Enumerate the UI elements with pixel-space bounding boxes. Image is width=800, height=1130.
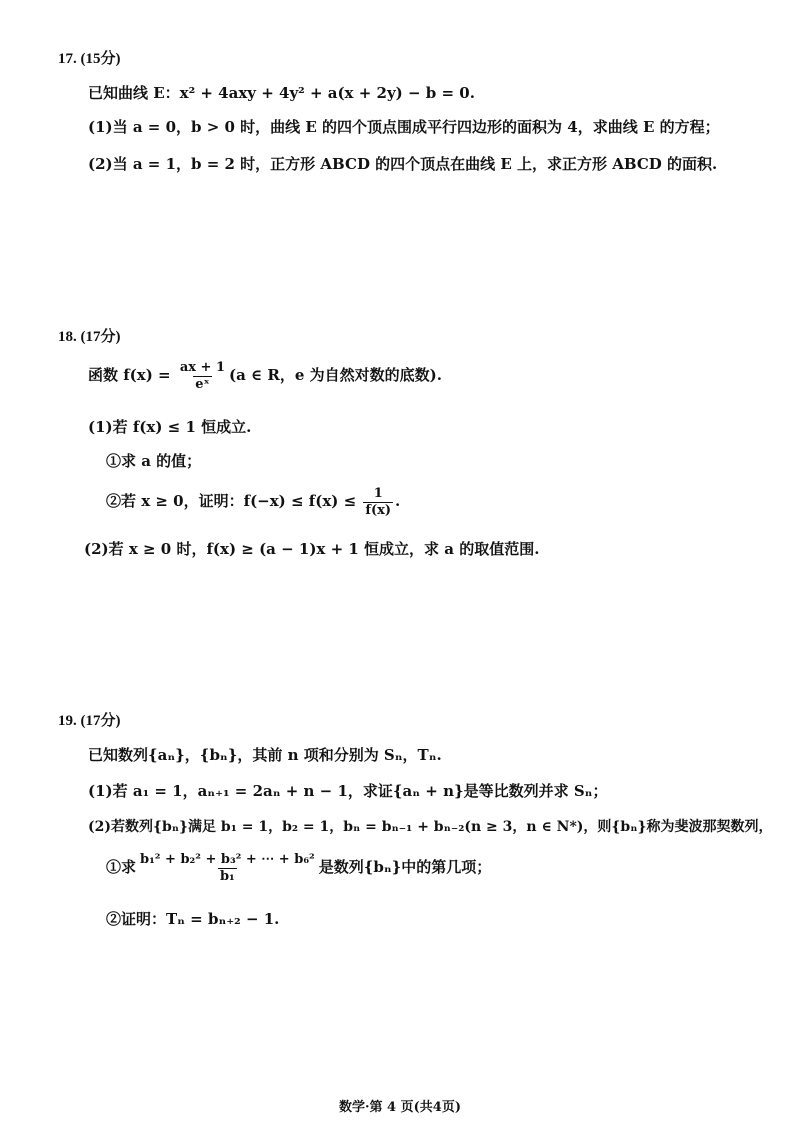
q19-part2-a-prefix: ①求 bbox=[106, 858, 137, 877]
q17-part1: (1)当 a = 0，b > 0 时，曲线 E 的四个顶点围成平行四边形的面积为 4，求曲线 E 的方程； bbox=[88, 118, 720, 136]
q18-intro-fraction-denominator: eˣ bbox=[195, 376, 210, 392]
q18-intro bbox=[88, 360, 442, 392]
q18-header: 18. (17分) bbox=[58, 329, 121, 345]
q19-part2: (2)若数列{bₙ}满足 b₁ = 1，b₂ = 1，bₙ = bₙ₋₁ + bₙ₋₂(n ≥ 3，n ∈ N*)，则{bₙ}称为斐波那契数列， bbox=[88, 819, 773, 835]
q18-part1-b bbox=[106, 486, 400, 518]
q18-part1-b-prefix: ②若 x ≥ 0，证明：f(−x) ≤ f(x) ≤ bbox=[106, 492, 362, 511]
q18-part1-b-suffix: . bbox=[395, 492, 401, 511]
q19-header: 19. (17分) bbox=[58, 713, 121, 729]
q18-part1-b-fraction-numerator: 1 bbox=[373, 486, 383, 501]
q17-header: 17. (15分) bbox=[58, 51, 121, 67]
q18-intro-suffix: (a ∈ R，e 为自然对数的底数). bbox=[229, 366, 442, 385]
page-footer: 数学·第 4 页(共4页) bbox=[339, 1100, 461, 1115]
q18-intro-fraction bbox=[178, 360, 227, 392]
q18-intro-prefix: 函数 f(x) = bbox=[88, 366, 176, 385]
q18-part1-a: ①求 a 的值； bbox=[106, 452, 202, 470]
q17-part2: (2)当 a = 1，b = 2 时，正方形 ABCD 的四个顶点在曲线 E 上，求正方形 ABCD 的面积. bbox=[88, 155, 718, 173]
q18-intro-fraction-numerator: ax + 1 bbox=[179, 360, 225, 375]
q19-part2-a-fraction bbox=[138, 852, 317, 884]
q17-intro: 已知曲线 E：x² + 4axy + 4y² + a(x + 2y) − b = 0. bbox=[88, 84, 475, 102]
q19-intro: 已知数列{aₙ}，{bₙ}，其前 n 项和分别为 Sₙ，Tₙ. bbox=[88, 746, 442, 764]
q19-part2-a-fraction-denominator: b₁ bbox=[219, 868, 235, 884]
q18-part2: (2)若 x ≥ 0 时，f(x) ≥ (a − 1)x + 1 恒成立，求 a 的取值范围. bbox=[84, 540, 540, 558]
q19-part2-a-fraction-numerator: b₁² + b₂² + b₃² + ⋯ + b₆² bbox=[140, 852, 315, 867]
q19-part2-a bbox=[106, 852, 491, 884]
q19-part2-a-suffix: 是数列{bₙ}中的第几项； bbox=[318, 858, 492, 877]
q18-part1-b-fraction-denominator: f(x) bbox=[365, 502, 392, 518]
q18-part1-b-fraction bbox=[363, 486, 393, 518]
q18-part1: (1)若 f(x) ≤ 1 恒成立. bbox=[88, 418, 252, 436]
q19-part1: (1)若 a₁ = 1，aₙ₊₁ = 2aₙ + n − 1，求证{aₙ + n}是等比数列并求 Sₙ； bbox=[88, 782, 608, 800]
q19-part2-b: ②证明：Tₙ = bₙ₊₂ − 1. bbox=[106, 910, 280, 928]
